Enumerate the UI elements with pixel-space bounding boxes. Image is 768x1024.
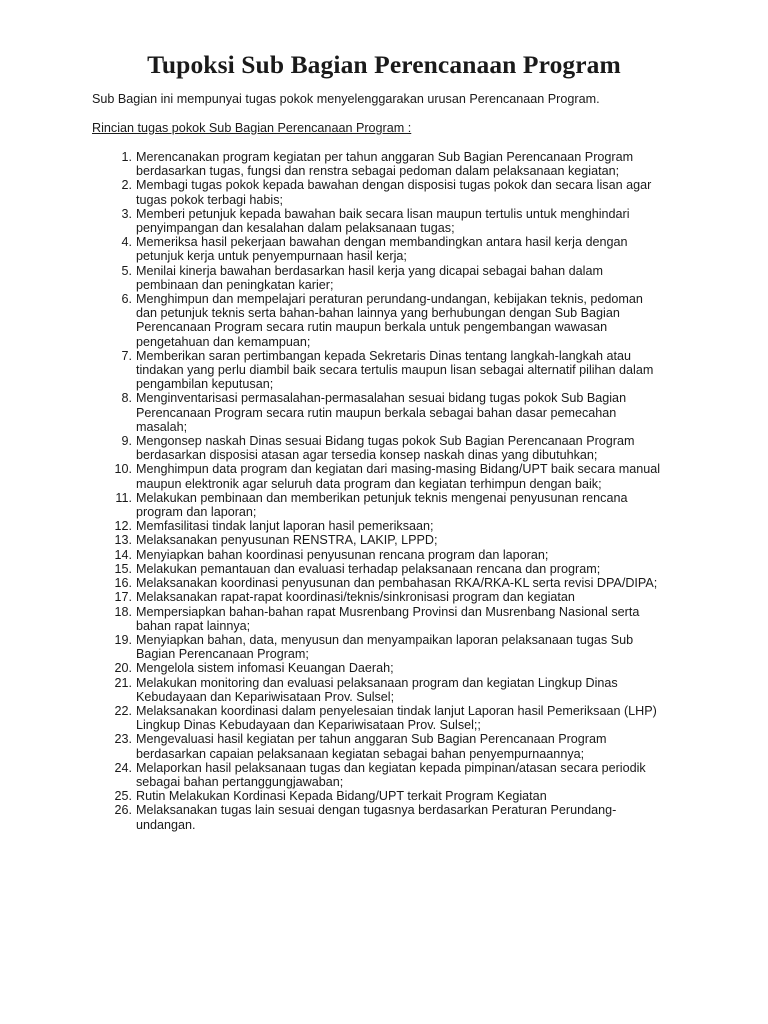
list-item-text: Menilai kinerja bawahan berdasarkan hasil kerja yang dicapai sebagai bahan dalam [136,263,603,278]
list-item-text: berdasarkan capaian pelaksanaan kegiatan sebagai bahan penyempurnaannya; [136,746,585,761]
list-item [0,264,726,292]
list-item [0,704,726,732]
list-item [0,676,726,704]
list-item-text: Menyiapkan bahan koordinasi penyusunan rencana program dan laporan; [136,547,549,562]
list-item-number: 12. [114,519,132,534]
list-item-text: Perencanaan Program secara rutin maupun berkala untuk pengembangan wawasan [136,320,608,335]
list-item-text: Mengonsep naskah Dinas sesuai Bidang tugas pokok Sub Bagian Perencanaan Program [136,434,635,449]
task-list [0,150,726,832]
list-item [0,150,726,178]
list-item [0,605,726,633]
list-item [0,519,726,533]
list-item-text: Rutin Melakukan Kordinasi Kepada Bidang/UPT terkait Program Kegiatan [136,789,547,804]
list-item-number: 10. [114,462,132,477]
list-item-number: 24. [114,760,132,775]
list-item-text: Mengevaluasi hasil kegiatan per tahun anggaran Sub Bagian Perencanaan Program [136,732,607,747]
list-item-text: Menginventarisasi permasalahan-permasalahan sesuai bidang tugas pokok Sub Bagian [136,391,627,406]
list-item-number: 22. [114,703,132,718]
list-item-text: Kebudayaan dan Kepariwisataan Prov. Sulsel; [136,689,395,704]
list-item-number: 26. [114,803,132,818]
list-item-text: Melaksanakan tugas lain sesuai dengan tugasnya berdasarkan Peraturan Perundang- [136,803,617,818]
list-item [0,590,726,604]
list-item-text: maupun elektronik agar seluruh data program dan kegiatan terhimpun dengan baik; [136,476,602,491]
list-item-number: 4. [121,235,132,250]
list-item-text: tugas pokok terbagi habis; [136,192,284,207]
list-item-number: 14. [114,547,132,562]
list-item [0,292,726,349]
list-item-text: tindakan yang perlu diambil baik secara tertulis maupun lisan sebagai alternatif pilihan dalam [136,363,654,378]
list-item-text: pembinaan dan peningkatan karier; [136,277,334,292]
list-item-text: Menghimpun dan mempelajari peraturan perundang-undangan, kebijakan teknis, pedoman [136,292,643,307]
list-item [0,235,726,263]
list-item-text: Perencanaan Program secara rutin maupun berkala sebagai bahan dasar pemecahan [136,405,617,420]
list-item-number: 21. [114,675,132,690]
list-item-text: Memberi petunjuk kepada bawahan baik secara lisan maupun tertulis untuk menghindari [136,206,630,221]
list-item [0,562,726,576]
list-item-text: sebagai bahan pertanggungjawaban; [136,774,344,789]
list-item-text: berdasarkan tugas, fungsi dan renstra sebagai pedoman dalam pelaksanaan kegiatan; [136,164,620,179]
list-item-text: Menyiapkan bahan, data, menyusun dan menyampaikan laporan pelaksanaan tugas Sub [136,632,634,647]
list-item-text: masalah; [136,419,188,434]
list-item [0,576,726,590]
list-item-number: 7. [121,348,132,363]
list-item-text: bahan rapat lainnya; [136,618,251,633]
list-item-text: Memfasilitasi tindak lanjut laporan hasil pemeriksaan; [136,519,434,534]
list-item-text: Melaksanakan penyusunan RENSTRA, LAKIP, LPPD; [136,533,438,548]
list-item-number: 3. [121,206,132,221]
list-item [0,533,726,547]
list-item-number: 19. [114,632,132,647]
list-item [0,789,726,803]
list-item-text: pengambilan keputusan; [136,377,274,392]
page-title: Tupoksi Sub Bagian Perencanaan Program [147,50,621,79]
list-item-text: Mengelola sistem infomasi Keuangan Daerah; [136,661,394,676]
list-item-text: pengetahuan dan kemampuan; [136,334,311,349]
list-item-text: Melakukan pemantauan dan evaluasi terhadap pelaksanaan rencana dan program; [136,561,601,576]
list-item [0,661,726,675]
list-item [0,391,726,434]
list-item-text: Memeriksa hasil pekerjaan bawahan dengan membandingkan antara hasil kerja dengan [136,235,628,250]
list-item [0,548,726,562]
list-item [0,434,726,462]
list-item [0,732,726,760]
list-item-number: 8. [121,391,132,406]
list-item [0,633,726,661]
list-item-number: 15. [114,561,132,576]
list-item-text: Melaporkan hasil pelaksanaan tugas dan kegiatan kepada pimpinan/atasan secara periodik [136,760,646,775]
list-item-number: 1. [121,150,132,164]
list-item-text: Bagian Perencanaan Program; [136,647,309,662]
list-item-text: Melakukan pembinaan dan memberikan petunjuk teknis mengenai penyusunan rencana [136,490,628,505]
list-item-text: undangan. [136,817,196,832]
list-item-text: Melaksanakan koordinasi dalam penyelesaian tindak lanjut Laporan hasil Pemeriksaan (LHP) [136,703,657,718]
list-item-number: 18. [114,604,132,619]
list-item-number: 13. [114,533,132,548]
list-item-text: Melaksanakan rapat-rapat koordinasi/teknis/sinkronisasi program dan kegiatan [136,590,575,605]
list-item-text: berdasarkan disposisi atasan agar tersedia konsep naskah dinas yang dibutuhkan; [136,448,598,463]
list-item [0,462,726,490]
list-item-number: 17. [114,590,132,605]
list-item-text: Melaksanakan koordinasi penyusunan dan pembahasan RKA/RKA-KL serta revisi DPA/DIPA; [136,576,658,591]
list-item [0,178,726,206]
intro-paragraph: Sub Bagian ini mempunyai tugas pokok menyelenggarakan urusan Perencanaan Program. [92,92,600,106]
list-item-number: 20. [114,661,132,676]
list-item-number: 23. [114,732,132,747]
list-item-number: 25. [114,789,132,804]
list-item-text: Melakukan monitoring dan evaluasi pelaksanaan program dan kegiatan Lingkup Dinas [136,675,618,690]
list-item [0,207,726,235]
list-item-number: 16. [114,576,132,591]
list-item-text: Memberikan saran pertimbangan kepada Sekretaris Dinas tentang langkah-langkah atau [136,348,631,363]
list-item-number: 9. [121,434,132,449]
list-item-text: Membagi tugas pokok kepada bawahan dengan disposisi tugas pokok dan secara lisan agar [136,178,652,193]
list-item-number: 6. [121,292,132,307]
list-item [0,349,726,392]
list-item-number: 5. [121,263,132,278]
list-item-text: petunjuk kerja untuk penyempurnaan hasil kerja; [136,249,407,264]
list-item [0,761,726,789]
list-item-text: dan petunjuk teknis serta bahan-bahan lainnya yang berhubungan dengan Sub Bagian [136,306,620,321]
list-item-text: Merencanakan program kegiatan per tahun anggaran Sub Bagian Perencanaan Program [136,150,634,164]
list-item-text: program dan laporan; [136,505,257,520]
list-item [0,803,726,831]
list-item-text: penyimpangan dan kesalahan dalam pelaksanaan tugas; [136,221,455,236]
list-item-text: Menghimpun data program dan kegiatan dari masing-masing Bidang/UPT baik secara manual [136,462,661,477]
list-item-number: 2. [121,178,132,193]
list-item-number: 11. [115,490,132,505]
list-item-text: Lingkup Dinas Kebudayaan dan Kepariwisataan Prov. Sulsel;; [136,718,481,733]
list-item-text: Mempersiapkan bahan-bahan rapat Musrenbang Provinsi dan Musrenbang Nasional serta [136,604,640,619]
task-list-heading: Rincian tugas pokok Sub Bagian Perencanaan Program : [92,121,412,135]
list-item [0,491,726,519]
